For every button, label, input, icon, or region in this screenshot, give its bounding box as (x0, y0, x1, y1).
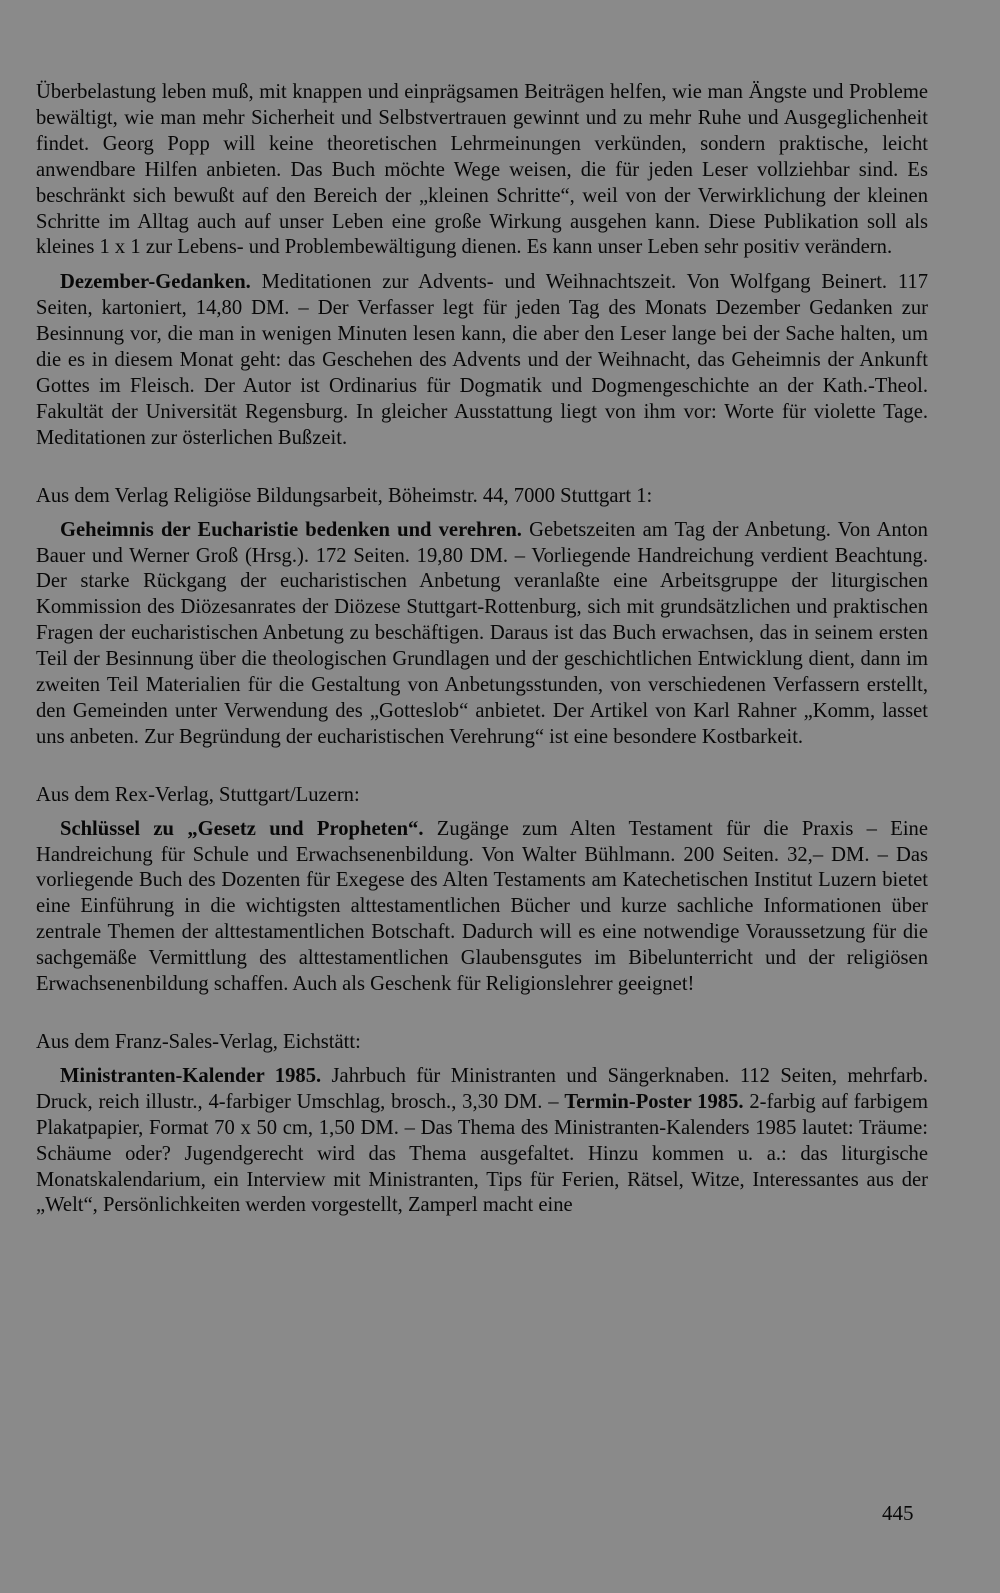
page-number: 445 (882, 1501, 914, 1525)
entry-body: Zugänge zum Alten Testament für die Praxis – Eine Handreichung für Schule und Erwachsenenbildung. Von Walter Bühlmann. 200 Seiten. 32,– DM. – Das vorliegende Buch des Dozenten für Exegese des Alten Testaments am Katechetischen Institut Luzern bietet eine Einführung in die wichtigsten alttestamentlichen Bücher und kurze sachliche Informationen über zentrale Themen der alttestamentlichen Botschaft. Dadurch will es eine notwendige Voraussetzung für die sachgemäße Vermittlung des alttestamentlichen Glaubensgutes im Bibelunterricht und der religiösen Erwachsenenbildung schaffen. Auch als Geschenk für Religionslehrer geeignet! (36, 817, 928, 996)
entry-ministranten-kalender (36, 1064, 928, 1219)
entry-body-secondary: 2-farbig auf farbigem Plakatpapier, Format 70 x 50 cm, 1,50 DM. – Das Thema des Ministranten-Kalenders 1985 lautet: Träume: Schäume oder? Jugendgerecht wird das Thema ausgefaltet. Hinzu kommen u. a.: das liturgische Monatskalendarium, ein Interview mit Ministranten, Tips für Ferien, Rätsel, Witze, Interessantes aus der „Welt“, Persönlichkeiten werden vorgestellt, Zamperl macht eine (36, 1090, 928, 1217)
entry-body: Meditationen zur Advents- und Weihnachtszeit. Von Wolfgang Beinert. 117 Seiten, kartoniert, 14,80 DM. – Der Verfasser legt für jeden Tag des Monats Dezember Gedanken zur Besinnung vor, die man in wenigen Minuten lesen kann, die aber den Leser lange bei der Sache halten, um die es in diesem Monat geht: das Geschehen des Advents und der Weihnacht, das Geheimnis der Ankunft Gottes im Fleisch. Der Autor ist Ordinarius für Dogmatik und Dogmengeschichte an der Kath.-Theol. Fakultät der Universität Regensburg. In gleicher Ausstattung liegt von ihm vor: Worte für violette Tage. Meditationen zur österlichen Bußzeit. (36, 271, 928, 449)
page-body (36, 80, 928, 1219)
entry-title: Schlüssel zu „Gesetz und Propheten“. (60, 817, 424, 840)
entry-title-secondary: Termin-Poster 1985. (564, 1090, 744, 1113)
entry-body: Jahrbuch für Ministranten und Sängerknaben. 112 Seiten, mehrfarb. Druck, reich illustr., 4-farbiger Umschlag, brosch., 3,30 DM. – (36, 1064, 928, 1113)
intro-paragraph: Überbelastung leben muß, mit knappen und einprägsamen Beiträgen helfen, wie man Ängste und Probleme bewältigt, wie man mehr Sicherheit und Selbstvertrauen gewinnt und zu mehr Ruhe und Ausgeglichenheit findet. Georg Popp will keine theoretischen Lehrmeinungen verkünden, sondern praktische, leicht anwendbare Hilfen anbieten. Das Buch möchte Wege weisen, die für jeden Leser vollziehbar sind. Es beschränkt sich bewußt auf den Bereich der „kleinen Schritte“, weil von der Verwirklichung der kleinen Schritte im Alltag auch auf unser Leben eine große Wirkung ausgehen kann. Diese Publikation soll als kleines 1 x 1 zur Lebens- und Problembewältigung dienen. Es kann unser Leben sehr positiv verändern. (36, 81, 928, 259)
publisher-heading: Aus dem Franz-Sales-Verlag, Eichstätt: (36, 1031, 361, 1053)
entry-title: Dezember-Gedanken. (60, 271, 251, 294)
entry-body: Gebetszeiten am Tag der Anbetung. Von Anton Bauer und Werner Groß (Hrsg.). 172 Seiten. 19,80 DM. – Vorliegende Handreichung verdient Beachtung. Der starke Rückgang der eucharistischen Anbetung veranlaßte eine Arbeitsgruppe der liturgischen Kommission des Diözesanrates der Diözese Stuttgart-Rottenburg, sich mit grundsätzlichen und praktischen Fragen der eucharistischen Anbetung zu beschäftigen. Daraus ist das Buch erwachsen, das in seinem ersten Teil der Besinnung über die theologischen Grundlagen und der geschichtlichen Entwicklung dient, dann im zweiten Teil Materialien für die Gestaltung von Anbetungsstunden, von verschiedenen Verfassern erstellt, den Gemeinden unter Verwendung des „Gotteslob“ anbietet. Der Artikel von Karl Rahner „Komm, lasset uns anbeten. Zur Begründung der eucharistischen Verehrung“ ist eine besondere Kostbarkeit. (36, 518, 928, 748)
entry-title: Ministranten-Kalender 1985. (60, 1064, 322, 1087)
entry-dezember-gedanken (36, 270, 928, 451)
entry-title: Geheimnis der Eucharistie bedenken und verehren. (60, 518, 522, 541)
entry-schluessel-zu-gesetz-und-propheten (36, 817, 928, 998)
entry-geheimnis-der-eucharistie (36, 518, 928, 751)
publisher-heading: Aus dem Rex-Verlag, Stuttgart/Luzern: (36, 783, 360, 806)
publisher-heading: Aus dem Verlag Religiöse Bildungsarbeit, Böheimstr. 44, 7000 Stuttgart 1: (36, 484, 653, 507)
